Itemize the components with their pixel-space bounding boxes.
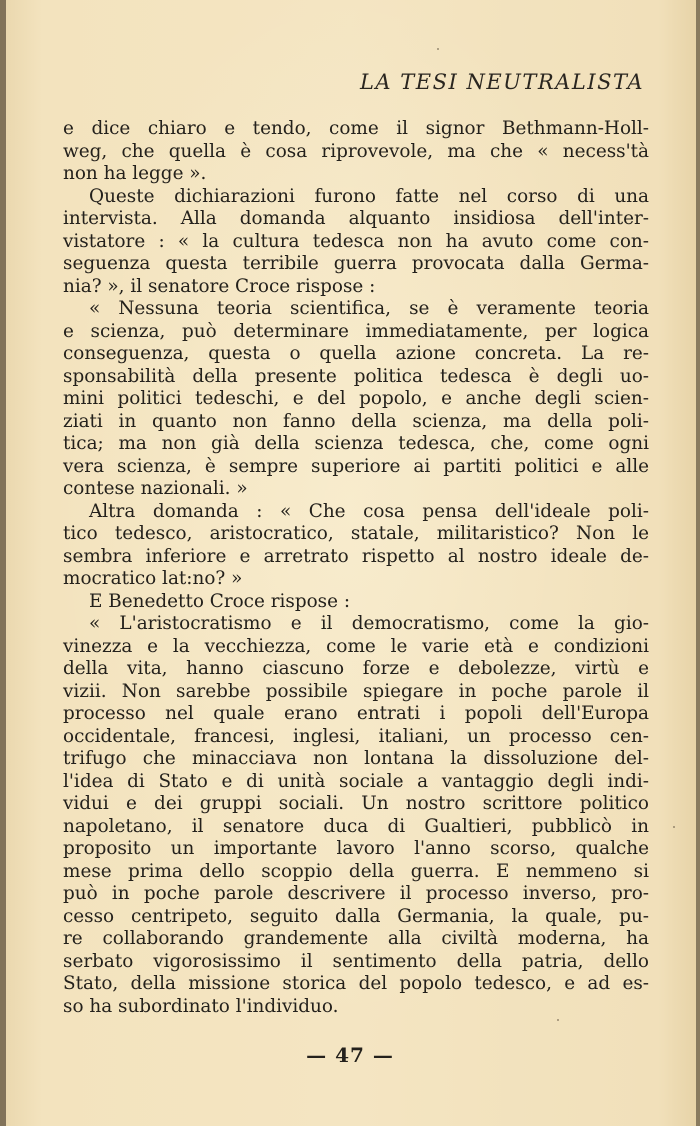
text-line: vistatore : « la cultura tedesca non ha avuto come con- <box>63 230 649 252</box>
text-line: trifugo che minacciava non lontana la dissoluzione del- <box>63 748 649 769</box>
text-line: tica; ma non già della scienza tedesca, che, come ogni <box>63 433 649 454</box>
text-line: so ha subordinato l'individuo. <box>63 995 339 1017</box>
text-line: e dice chiaro e tendo, come il signor Bethmann-Holl- <box>63 118 649 139</box>
text-line: della vita, hanno ciascuno forze e debolezze, virtù e <box>63 658 649 679</box>
text-line: occidentale, francesi, inglesi, italiani, un processo cen- <box>63 725 649 747</box>
text-line: re collaborando grandemente alla civiltà moderna, ha <box>63 928 649 949</box>
text-line: sembra inferiore e arretrato rispetto al nostro ideale de- <box>63 545 649 567</box>
body-text <box>63 118 649 1018</box>
text-line: E Benedetto Croce rispose : <box>89 590 351 612</box>
text-line: serbato vigorosissimo il sentimento della patria, dello <box>63 950 649 972</box>
text-line: mocratico lat:no? » <box>63 568 243 589</box>
text-line: Altra domanda : « Che cosa pensa dell'ideale poli- <box>89 500 649 522</box>
text-line: mese prima dello scoppio della guerra. E nemmeno si <box>63 860 649 882</box>
text-line: weg, che quella è cosa riprovevole, ma che « necess'tà <box>63 140 649 162</box>
text-line: ziati in quanto non fanno della scienza, ma della poli- <box>63 410 649 432</box>
text-line: « Nessuna teoria scientifica, se è veramente teoria <box>89 298 649 319</box>
text-line: processo nel quale erano entrati i popoli dell'Europa <box>63 703 649 724</box>
text-line: Stato, della missione storica del popolo tedesco, e ad es- <box>63 973 649 994</box>
text-line: proposito un importante lavoro l'anno scorso, qualche <box>63 838 649 859</box>
text-line: intervista. Alla domanda alquanto insidiosa dell'inter- <box>63 208 649 229</box>
paper-speck <box>437 48 439 50</box>
text-line: seguenza questa terribile guerra provocata dalla Germa- <box>63 253 649 274</box>
text-line: mini politici tedeschi, e del popolo, e anche degli scien- <box>63 388 649 409</box>
text-line: sponsabilità della presente politica tedesca è degli uo- <box>63 365 649 387</box>
running-head: LA TESI NEUTRALISTA <box>359 70 644 94</box>
page-left-edge <box>0 0 6 1126</box>
text-line: cesso centripeto, seguito dalla Germania, la quale, pu- <box>63 905 649 927</box>
text-line: conseguenza, questa o quella azione concreta. La re- <box>63 343 649 364</box>
text-line: Queste dichiarazioni furono fatte nel corso di una <box>89 185 649 207</box>
text-line: tico tedesco, aristocratico, statale, militaristico? Non le <box>63 523 649 544</box>
paper-speck <box>557 1019 559 1021</box>
text-line: vidui e dei gruppi sociali. Un nostro scrittore politico <box>63 793 649 814</box>
text-line: contese nazionali. » <box>63 478 248 499</box>
text-line: e scienza, può determinare immediatamente, per logica <box>63 320 649 342</box>
text-line: napoletano, il senatore duca di Gualtieri, pubblicò in <box>63 815 649 837</box>
page-number: — 47 — <box>306 1043 394 1067</box>
text-line: vinezza e la vecchiezza, come le varie età e condizioni <box>63 635 649 657</box>
text-line: nia? », il senatore Croce rispose : <box>63 275 376 297</box>
text-line: non ha legge ». <box>63 163 207 184</box>
text-line: l'idea di Stato e di unità sociale a vantaggio degli indi- <box>63 770 649 792</box>
paper-speck <box>673 826 675 828</box>
page-right-edge <box>696 0 700 1126</box>
text-line: può in poche parole descrivere il processo inverso, pro- <box>63 883 649 904</box>
text-line: vera scienza, è sempre superiore ai partiti politici e alle <box>63 455 649 477</box>
text-line: « L'aristocratismo e il democratismo, come la gio- <box>89 613 649 634</box>
text-line: vizii. Non sarebbe possibile spiegare in poche parole il <box>63 680 649 702</box>
